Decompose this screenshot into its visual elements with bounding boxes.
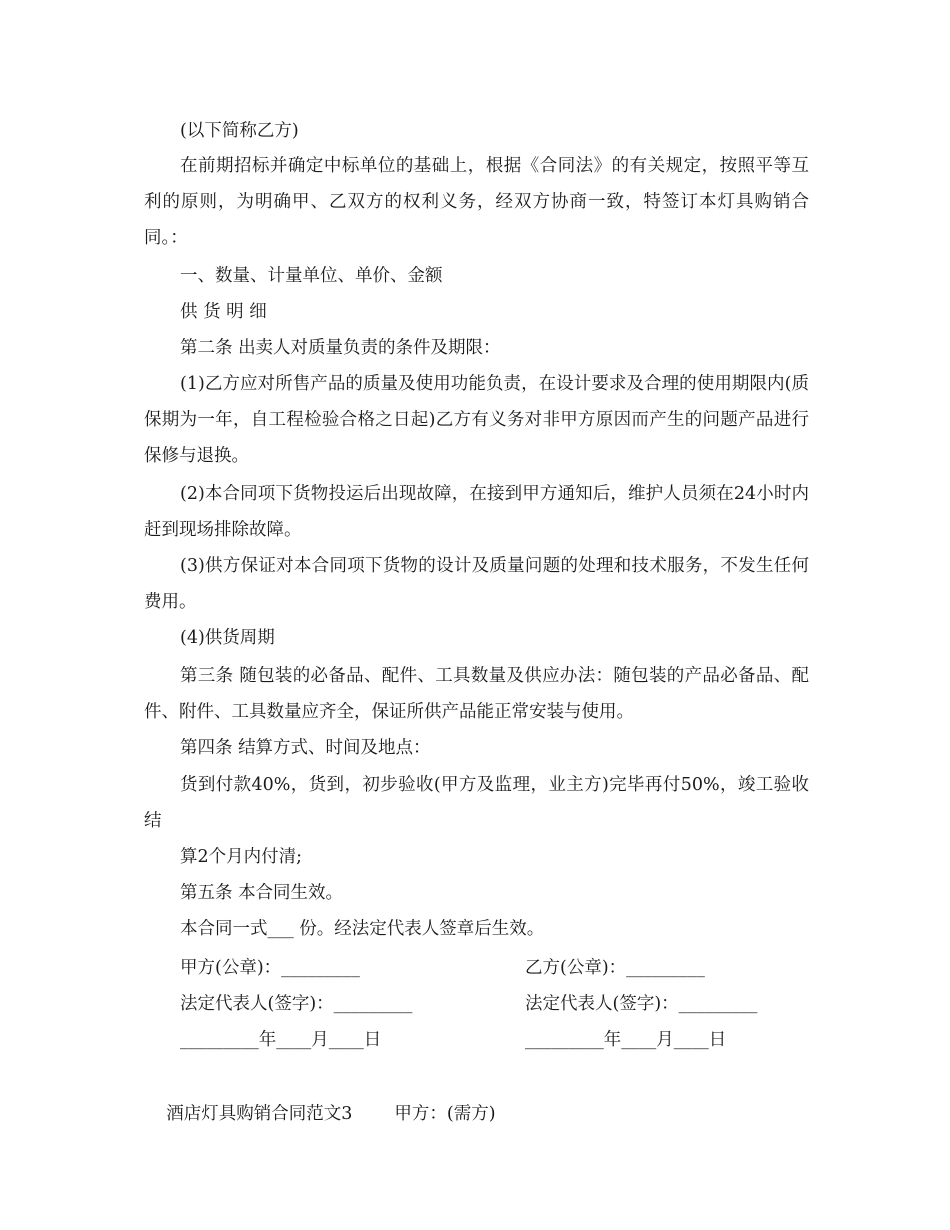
payment-terms: 货到付款40%，货到，初步验收(甲方及监理，业主方)完毕再付50%，竣工验收结 (144, 775, 809, 831)
copies-statement: 本合同一式___ 份。经法定代表人签章后生效。 (180, 919, 545, 939)
party-b-rep-field: 法定代表人(签字)：_________ (525, 994, 758, 1014)
party-a-seal-field: 甲方(公章)：_________ (180, 958, 360, 978)
clause-2-4: (4)供货周期 (180, 628, 275, 648)
heading-quantity: 一、数量、计量单位、单价、金额 (180, 266, 443, 286)
heading-article-4: 第四条 结算方式、时间及地点： (180, 738, 431, 758)
payment-terms-cont: 算2个月内付清; (180, 847, 303, 867)
paragraph-party-b-abbrev: (以下简称乙方) (180, 121, 299, 141)
clause-2-1: (1)乙方应对所售产品的质量及使用功能负责，在设计要求及合理的使用期限内(质保期为一年，自工程检验合格之日起)乙方有义务对非甲方原因而产生的问题产品进行保修与退换。 (144, 374, 809, 466)
clause-2-3: (3)供方保证对本合同项下货物的设计及质量问题的处理和技术服务，不发生任何费用。 (144, 556, 809, 612)
party-b-seal-field: 乙方(公章)：_________ (525, 958, 705, 978)
heading-supply-details: 供 货 明 细 (180, 302, 267, 322)
party-a-date-field: _________年____月____日 (180, 1030, 382, 1050)
next-document-title: 酒店灯具购销合同范文3 (166, 1104, 353, 1124)
next-document-party: 甲方：(需方) (394, 1104, 496, 1124)
party-b-date-field: _________年____月____日 (525, 1030, 727, 1050)
paragraph-preamble: 在前期招标并确定中标单位的基础上，根据《合同法》的有关规定，按照平等互利的原则，为明确甲、乙双方的权利义务，经双方协商一致，特签订本灯具购销合同。： (144, 156, 809, 248)
heading-article-2: 第二条 出卖人对质量负责的条件及期限： (180, 338, 501, 358)
article-5: 第五条 本合同生效。 (180, 883, 344, 903)
article-3: 第三条 随包装的必备品、配件、工具数量及供应办法：随包装的产品必备品、配件、附件、工具数量应齐全，保证所供产品能正常安装与使用。 (144, 666, 809, 722)
clause-2-2: (2)本合同项下货物投运后出现故障，在接到甲方通知后，维护人员须在24小时内赶到现场排除故障。 (144, 484, 809, 540)
footer-line (144, 1060, 496, 1168)
party-a-rep-field: 法定代表人(签字)：_________ (180, 994, 413, 1014)
